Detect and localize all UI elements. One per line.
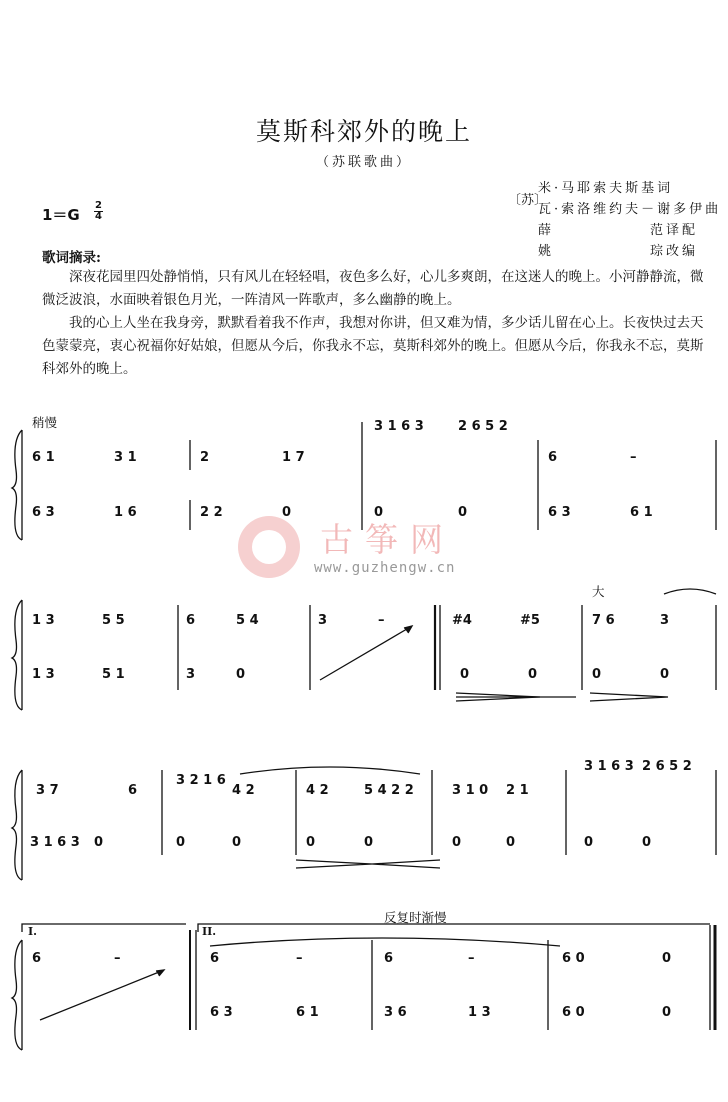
note: 3 1 <box>114 450 137 465</box>
glissando-arrow <box>320 626 412 680</box>
note: 0 <box>660 667 670 682</box>
note: 0 <box>232 835 242 850</box>
time-signature-numerator: 2 <box>95 200 102 211</box>
credits-bracket: 〔苏〕 <box>508 193 548 208</box>
grand-staff-brace <box>12 430 22 540</box>
note: 3 <box>318 613 328 628</box>
note: 7 6 <box>592 613 615 628</box>
note: – <box>468 951 475 966</box>
credit-composer: 瓦·索洛维约夫－谢多伊曲 <box>538 202 722 217</box>
note: 0 <box>584 835 594 850</box>
note: 6 <box>32 951 42 966</box>
note: 1 6 <box>114 505 137 520</box>
note: 0 <box>592 667 602 682</box>
note: 3 <box>186 667 196 682</box>
note: 3 1 6 3 <box>584 759 634 774</box>
crescendo-hairpin <box>296 860 372 868</box>
note: 0 <box>460 667 470 682</box>
note: 6 3 <box>548 505 571 520</box>
volta-bracket <box>22 924 186 932</box>
key-signature: 1＝G <box>42 206 80 224</box>
credit-lyricist: 米·马耶索夫斯基词 <box>538 181 674 196</box>
tempo-slightly-slow: 稍慢 <box>32 415 58 430</box>
note: 5 4 <box>236 613 259 628</box>
note: 0 <box>364 835 374 850</box>
decrescendo-hairpin <box>372 860 440 868</box>
credit-translator: 薛 范译配 <box>538 223 699 238</box>
note: 0 <box>282 505 292 520</box>
note: 0 <box>528 667 538 682</box>
note: 0 <box>94 835 104 850</box>
grand-staff-brace <box>12 770 22 880</box>
time-signature-denominator: 4 <box>95 211 102 222</box>
note: 6 <box>210 951 220 966</box>
note: 6 1 <box>32 450 55 465</box>
song-subtitle: （苏联歌曲） <box>315 155 412 170</box>
glissando-arrow <box>404 626 412 633</box>
note: 6 3 <box>210 1005 233 1020</box>
note-glyphs <box>30 419 692 1020</box>
note: 2 6 5 2 <box>642 759 692 774</box>
note: 4 2 <box>306 783 329 798</box>
note: 0 <box>176 835 186 850</box>
note: 4 2 <box>232 783 255 798</box>
watermark-text: 古筝网 <box>320 520 455 559</box>
note: 2 <box>200 450 210 465</box>
lyrics-paragraph: 深夜花园里四处静悄悄，只有风儿在轻轻唱，夜色多么好，心儿多爽朗，在这迷人的晚上。小河静静流，微微泛波浪，水面映着银色月光，一阵清风一阵歌声，多么幽静的晚上。 <box>42 269 704 308</box>
note: 3 1 6 3 <box>374 419 424 434</box>
note: – <box>630 450 637 465</box>
note: 2 2 <box>200 505 223 520</box>
note: 2 1 <box>506 783 529 798</box>
note: – <box>296 951 303 966</box>
note: 3 1 6 3 <box>30 835 80 850</box>
note: 1 7 <box>282 450 305 465</box>
note: 6 3 <box>32 505 55 520</box>
tempo-repeat-slower: 反复时渐慢 <box>384 910 447 925</box>
note: 6 0 <box>562 1005 585 1020</box>
note: 0 <box>306 835 316 850</box>
note: 0 <box>374 505 384 520</box>
note: 0 <box>458 505 468 520</box>
note: #4 <box>452 613 472 628</box>
note: 3 <box>660 613 670 628</box>
lyrics-heading: 歌词摘录: <box>42 250 101 266</box>
tie-slur <box>240 767 420 774</box>
note: #5 <box>520 613 540 628</box>
note: 0 <box>662 951 672 966</box>
note: 5 1 <box>102 667 125 682</box>
volta-bracket <box>198 924 710 932</box>
lyrics-paragraph: 我的心上人坐在我身旁，默默看着我不作声，我想对你讲，但又难为情，多少话儿留在心上。长夜快过去天色蒙蒙亮，衷心祝福你好姑娘，但愿从今后，你我永不忘，莫斯科郊外的晚上。但愿从今后，你我永不忘，莫斯科郊外的晚上。 <box>42 315 704 377</box>
volta-second-label: II. <box>202 925 217 938</box>
note: 2 6 5 2 <box>458 419 508 434</box>
song-title: 莫斯科郊外的晚上 <box>255 117 472 146</box>
tie-slur <box>664 589 716 594</box>
tie-slur <box>210 938 560 946</box>
watermark-url: www.guzhengw.cn <box>314 560 456 576</box>
note: 0 <box>662 1005 672 1020</box>
note: 3 1 0 <box>452 783 489 798</box>
note: 0 <box>236 667 246 682</box>
note: 3 7 <box>36 783 59 798</box>
grand-staff-brace <box>12 940 22 1050</box>
tempo-big-mark: 大 <box>592 584 605 599</box>
volta-first-label: I. <box>28 925 37 938</box>
glissando-arrow <box>40 970 164 1020</box>
note: 6 1 <box>630 505 653 520</box>
note: – <box>114 951 121 966</box>
note: 6 0 <box>562 951 585 966</box>
note: 1 3 <box>32 613 55 628</box>
note: 5 5 <box>102 613 125 628</box>
crescendo-hairpin <box>590 693 668 701</box>
note: 1 3 <box>468 1005 491 1020</box>
credit-arranger: 姚 琮改编 <box>538 244 699 259</box>
note: 3 2 1 6 <box>176 773 226 788</box>
note: 0 <box>642 835 652 850</box>
note: 6 <box>186 613 196 628</box>
note: 6 <box>548 450 558 465</box>
note: 6 <box>384 951 394 966</box>
note: 0 <box>452 835 462 850</box>
note: 0 <box>506 835 516 850</box>
note: 5 4 2 2 <box>364 783 414 798</box>
note: 6 <box>128 783 138 798</box>
note: 3 6 <box>384 1005 407 1020</box>
note: – <box>378 613 385 628</box>
note: 6 1 <box>296 1005 319 1020</box>
grand-staff-brace <box>12 600 22 710</box>
note: 1 3 <box>32 667 55 682</box>
